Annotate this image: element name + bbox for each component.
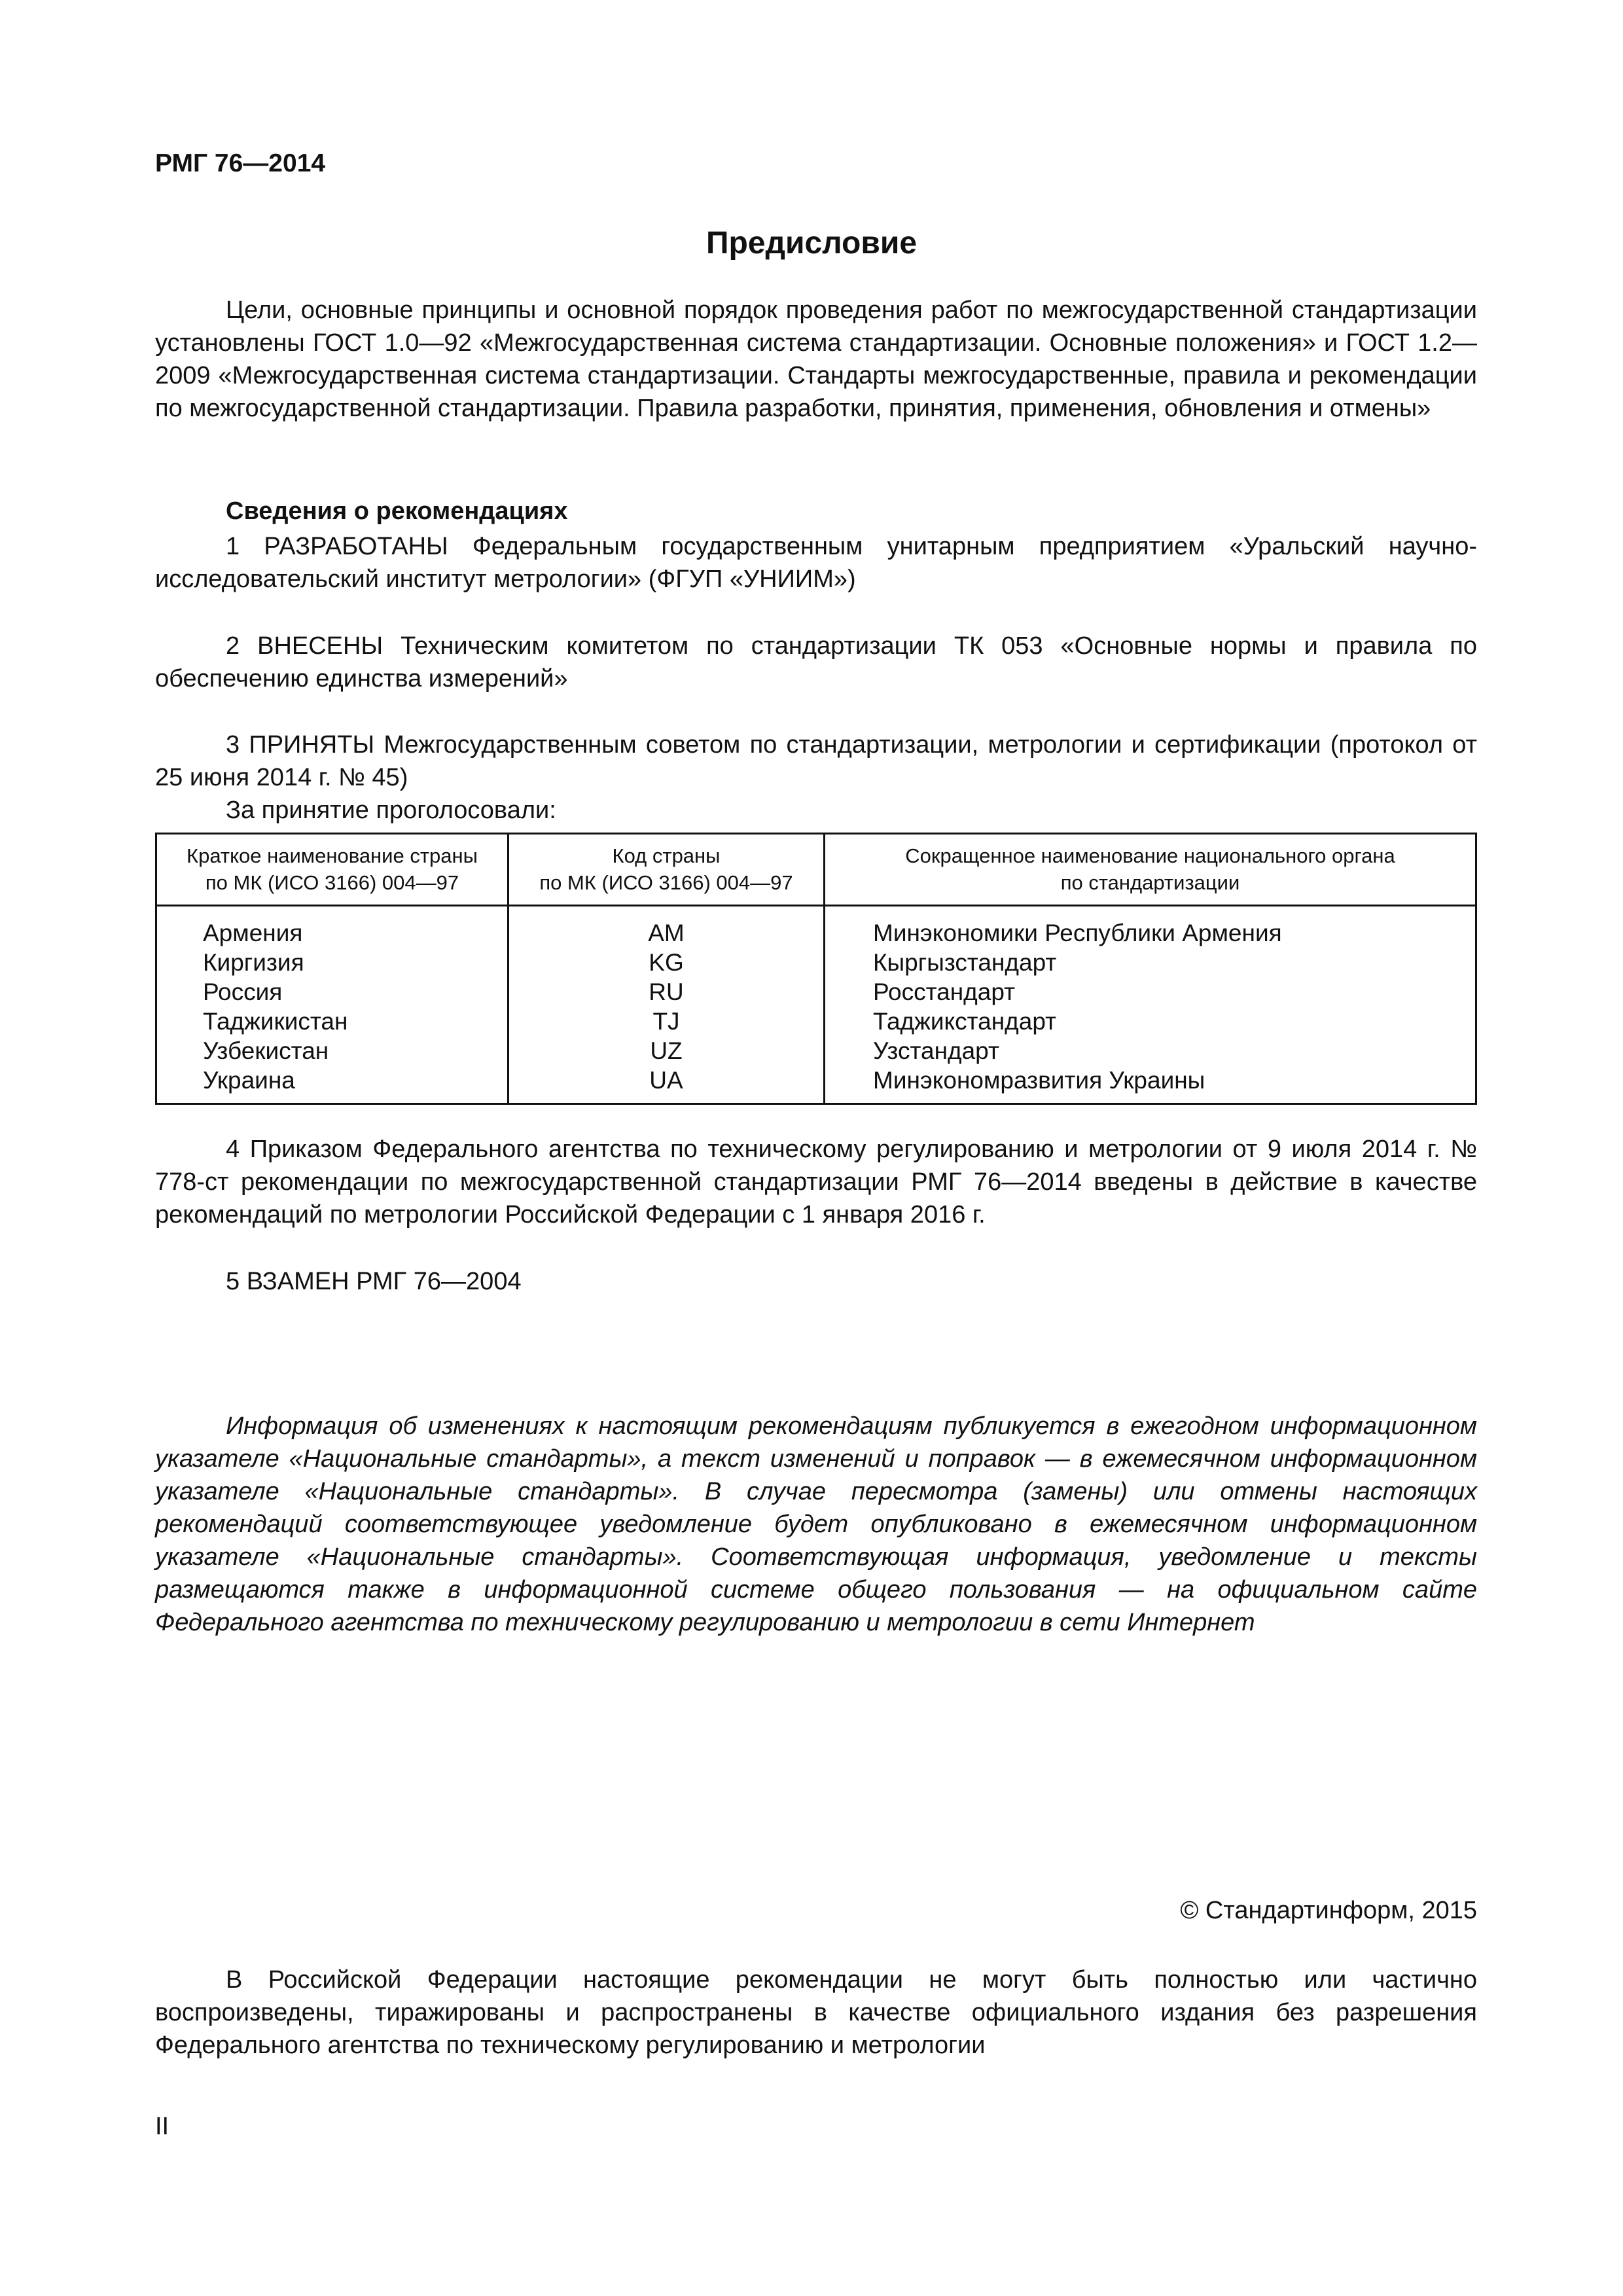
item-4-order: 4 Приказом Федерального агентства по техническому регулированию и метрологии от 9 июля 2014 г. № 778-ст рекомендации по межгосударственной стандартизации РМГ 76—2014 введены в действие в качестве рекомендаций по метрологии Российской Федерации с 1 января 2016 г. (155, 1136, 1477, 1229)
table-row (157, 948, 1475, 977)
national-body: Минэкономики Республики Армения (873, 920, 1282, 946)
country-code: RU (649, 978, 684, 1005)
section-heading: Сведения о рекомендациях (226, 497, 568, 525)
item-1-developed: 1 РАЗРАБОТАНЫ Федеральным государственным унитарным предприятием «Уральский научно-исследовательский институт метрологии» (ФГУП «УНИИМ») (155, 533, 1477, 593)
table-header (157, 834, 1475, 906)
country-name: Таджикистан (203, 1008, 348, 1035)
country-code: KG (649, 949, 684, 976)
intro-paragraph: Цели, основные принципы и основной порядок проведения работ по межгосударственной стандартизации установлены ГОСТ 1.0—92 «Межгосударственная система стандартизации. Основные положения» и ГОСТ 1.2—2009 «Межгосударственная система стандартизации. Стандарты межгосударственные, правила и рекомендации по межгосударственной стандартизации. Правила разработки, принятия, применения, обновления и отмены» (155, 296, 1477, 422)
header-national-body: Сокращенное наименование национального органа по стандартизации (905, 844, 1395, 894)
item-3-adopted: 3 ПРИНЯТЫ Межгосударственным советом по стандартизации, метрологии и сертификации (протокол от 25 июня 2014 г. № 45) (155, 731, 1477, 791)
country-name: Узбекистан (203, 1037, 329, 1064)
copyright-notice: © Стандартинформ, 2015 (1180, 1897, 1477, 1924)
country-name: Армения (203, 920, 303, 946)
item-5-replaces: 5 ВЗАМЕН РМГ 76—2004 (226, 1268, 522, 1295)
table-row (157, 1036, 1475, 1066)
national-body: Росстандарт (873, 978, 1016, 1005)
national-body: Узстандарт (873, 1037, 999, 1064)
page-title: Предисловие (705, 226, 918, 260)
national-body: Кыргызстандарт (873, 949, 1057, 976)
table-row (157, 1007, 1475, 1036)
amendments-info-notice: Информация об изменениях к настоящим рекомендациям публикуется в ежегодном информационном указателе «Национальные стандарты», а текст изменений и поправок — в ежемесячном информационном указателе «Национальные стандарты». В случае пересмотра (замены) или отмены настоящих рекомендаций соответствующее уведомление будет опубликовано в ежемесячном информационном указателе «Национальные стандарты». Соответствующая информация, уведомление и тексты размещаются также в информационной системе общего пользования — на официальном сайте Федерального агентства по техническому регулированию и метрологии в сети Интернет (155, 1412, 1477, 1636)
page-number: II (155, 2113, 169, 2140)
table-row (157, 918, 1475, 948)
voting-table (155, 833, 1477, 1105)
country-name: Украина (203, 1067, 295, 1094)
vote-label: За принятие проголосовали: (226, 797, 556, 824)
country-name: Россия (203, 978, 283, 1005)
country-code: AM (648, 920, 685, 946)
document-code: РМГ 76—2014 (155, 149, 326, 177)
reproduction-notice: В Российской Федерации настоящие рекомендации не могут быть полностью или частично воспроизведены, тиражированы и распространены в качестве официального издания без разрешения Федерального агентства по техническому регулированию и метрологии (155, 1966, 1477, 2059)
country-name: Киргизия (203, 949, 304, 976)
country-code: TJ (652, 1008, 680, 1035)
national-body: Таджикстандарт (873, 1008, 1057, 1035)
country-code: UA (649, 1067, 683, 1094)
header-country-name: Краткое наименование страны по МК (ИСО 3166) 004—97 (187, 844, 478, 894)
table-row (157, 977, 1475, 1007)
table-row (157, 1066, 1475, 1095)
country-code: UZ (650, 1037, 683, 1064)
header-country-code: Код страны по МК (ИСО 3166) 004—97 (539, 844, 793, 894)
national-body: Минэкономразвития Украины (873, 1067, 1205, 1094)
item-2-introduced: 2 ВНЕСЕНЫ Техническим комитетом по стандартизации ТК 053 «Основные нормы и правила по обеспечению единства измерений» (155, 632, 1477, 692)
